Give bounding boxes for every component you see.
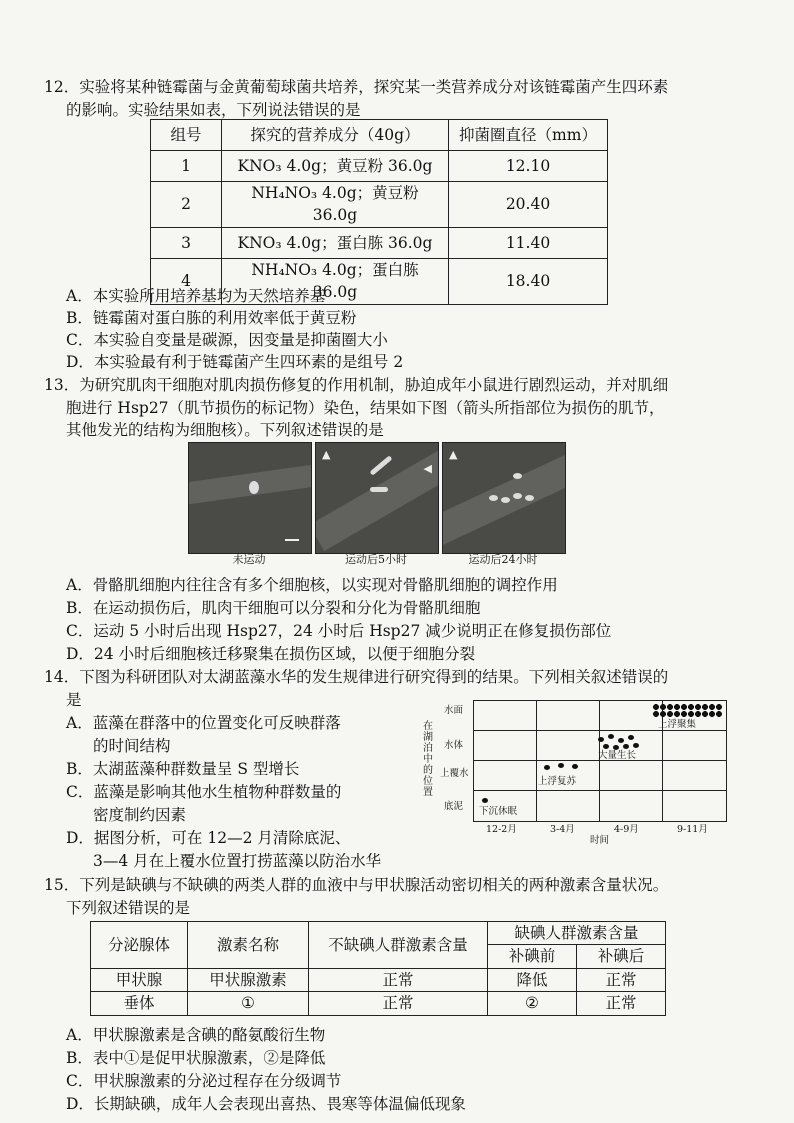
table-header: 分泌腺体 [91,922,188,969]
y-level-sediment: 底泥 [444,801,464,812]
q15-table [90,921,666,1016]
micrograph-5h-after-exercise: ▲ ◀ [315,442,439,554]
q13-stem-line1 [44,374,764,396]
x-axis-title: 时间 [590,835,610,846]
table-header: 抑菌圈直径（mm） [449,120,608,151]
q15-number: 15． [44,876,80,894]
table-cell: NH₄NO₃ 4.0g；蛋白胨 36.0g [222,258,449,304]
q12-table [150,119,608,305]
caption-no-exercise: 未运动 [232,553,266,566]
table-cell: 3 [151,227,222,258]
q13-option-a: A．骨骼肌细胞内往往含有多个细胞核，以实现对骨骼肌细胞的调控作用 [66,576,558,594]
q14-option-d-line1: D．据图分析，可在 12—2 月清除底泥、 [66,829,351,847]
q14-option-a-line1: A．蓝藻在群落中的位置变化可反映群落 [66,714,341,732]
table-header: 探究的营养成分（40g） [222,120,449,151]
q13-option-d: D．24 小时后细胞核迁移聚集在损伤区域，以便于细胞分裂 [66,645,476,663]
stage-label-floating-recovery: 上浮复苏 [538,776,577,787]
q12-option-c: C．本实验自变量是碳源，因变量是抑菌圈大小 [66,331,388,349]
q15-option-b: B．表中①是促甲状腺激素，②是降低 [66,1049,326,1067]
table-cell: 垂体 [91,992,188,1015]
x-period-apr-sep: 4-9月 [614,824,639,835]
q15-stem-line1 [44,874,784,896]
table-cell: KNO₃ 4.0g；黄豆粉 36.0g [222,151,449,182]
stage-label-floating-aggregation: 上浮聚集 [658,719,697,730]
y-level-water-body: 水体 [444,740,464,751]
micrograph-24h-after-exercise: ▲ [442,442,566,554]
table-cell: 18.40 [449,258,608,304]
table-cell: NH₄NO₃ 4.0g；黄豆粉 36.0g [222,182,449,228]
table-header: 缺碘人群激素含量 [488,922,666,945]
y-axis-title: 在湖泊中的位置 [420,720,432,797]
table-cell: 正常 [576,992,665,1015]
x-period-sep-nov: 9-11月 [677,824,708,835]
y-level-overlying-water: 上覆水 [440,768,469,779]
x-period-dec-feb: 12-2月 [486,824,517,835]
micrograph-no-exercise [188,442,312,554]
table-cell: 1 [151,151,222,182]
q12-stem-text: 实验将某种链霉菌与金黄葡萄球菌共培养，探究某一类营养成分对该链霉菌产生四环素 [79,78,669,96]
table-cell: 2 [151,182,222,228]
stage-label-massive-growth: 大量生长 [598,750,637,761]
q14-stem-line1 [44,666,764,688]
table-row [151,227,608,258]
q14-option-c-line1: C．蓝藻是影响其他水生植物种群数量的 [66,783,342,801]
table-row [151,151,608,182]
table-subheader: 补碘后 [576,945,665,968]
q12-stem-line1 [44,76,764,98]
q14-stem-text: 下图为科研团队对太湖蓝藻水华的发生规律进行研究得到的结果。下列相关叙述错误的 [79,668,669,686]
q14-stem-line2: 是 [66,691,82,709]
aggregation-cluster [652,703,722,717]
q13-stem-line2: 胞进行 Hsp27（肌节损伤的标记物）染色，结果如下图（箭头所指部位为损伤的肌节， [66,399,665,417]
q15-option-d: D．长期缺碘，成年人会表现出喜热、畏寒等体温偏低现象 [66,1095,466,1113]
table-row [151,182,608,228]
table-cell: 甲状腺 [91,968,188,991]
table-cell: ② [488,992,577,1015]
table-cell: 正常 [309,968,488,991]
q13-option-b: B．在运动损伤后，肌肉干细胞可以分裂和分化为骨骼肌细胞 [66,599,481,617]
q12-option-a: A．本实验所用培养基均为天然培养基 [66,287,326,305]
q12-option-d: D．本实验最有利于链霉菌产生四环素的是组号 2 [66,353,404,371]
table-header: 组号 [151,120,222,151]
q12-number: 12． [44,78,80,96]
q14-number: 14． [44,668,80,686]
table-header-row [151,120,608,151]
table-row [91,968,666,991]
table-cell: 正常 [576,968,665,991]
table-cell: 甲状腺激素 [188,968,309,991]
q12-option-b: B．链霉菌对蛋白胨的利用效率低于黄豆粉 [66,309,357,327]
table-cell: 降低 [488,968,577,991]
table-subheader: 补碘前 [488,945,577,968]
q13-stem-text: 为研究肌肉干细胞对肌肉损伤修复的作用机制，胁迫成年小鼠进行剧烈运动，并对肌细 [79,376,669,394]
table-cell: KNO₃ 4.0g；蛋白胨 36.0g [222,227,449,258]
table-header: 激素名称 [188,922,309,969]
q15-stem-line2: 下列叙述错误的是 [66,899,191,917]
caption-24h: 运动后24小时 [468,553,538,566]
table-header: 不缺碘人群激素含量 [309,922,488,969]
x-period-mar-apr: 3-4月 [550,824,575,835]
table-cell: 12.10 [449,151,608,182]
table-row [91,992,666,1015]
q13-number: 13． [44,376,80,394]
q14-option-b: B．太湖蓝藻种群数量呈 S 型增长 [66,760,300,778]
table-cell: 11.40 [449,227,608,258]
q13-stem-line3: 其他发光的结构为细胞核）。下列叙述错误的是 [66,421,384,439]
table-header-row [91,922,666,945]
q14-option-d-line2: 3—4 月在上覆水位置打捞蓝藻以防治水华 [93,852,382,870]
stage-label-sinking-dormancy: 下沉休眠 [479,806,518,817]
q12-stem-line2: 的影响。实验结果如表，下列说法错误的是 [66,101,361,119]
q15-stem-text: 下列是缺碘与不缺碘的两类人群的血液中与甲状腺活动密切相关的两种激素含量状况。 [79,876,669,894]
q13-option-c: C．运动 5 小时后出现 Hsp27，24 小时后 Hsp27 减少说明正在修复损伤部位 [66,622,612,640]
table-cell: 20.40 [449,182,608,228]
table-cell: 4 [151,258,222,304]
q14-option-a-line2: 的时间结构 [93,737,171,755]
q15-option-a: A．甲状腺激素是含碘的酪氨酸衍生物 [66,1026,326,1044]
table-cell: 正常 [309,992,488,1015]
table-cell: ① [188,992,309,1015]
q15-option-c: C．甲状腺激素的分泌过程存在分级调节 [66,1072,342,1090]
caption-5h: 运动后5小时 [345,553,407,566]
y-level-surface: 水面 [444,705,464,716]
q14-option-c-line2: 密度制约因素 [93,806,187,824]
